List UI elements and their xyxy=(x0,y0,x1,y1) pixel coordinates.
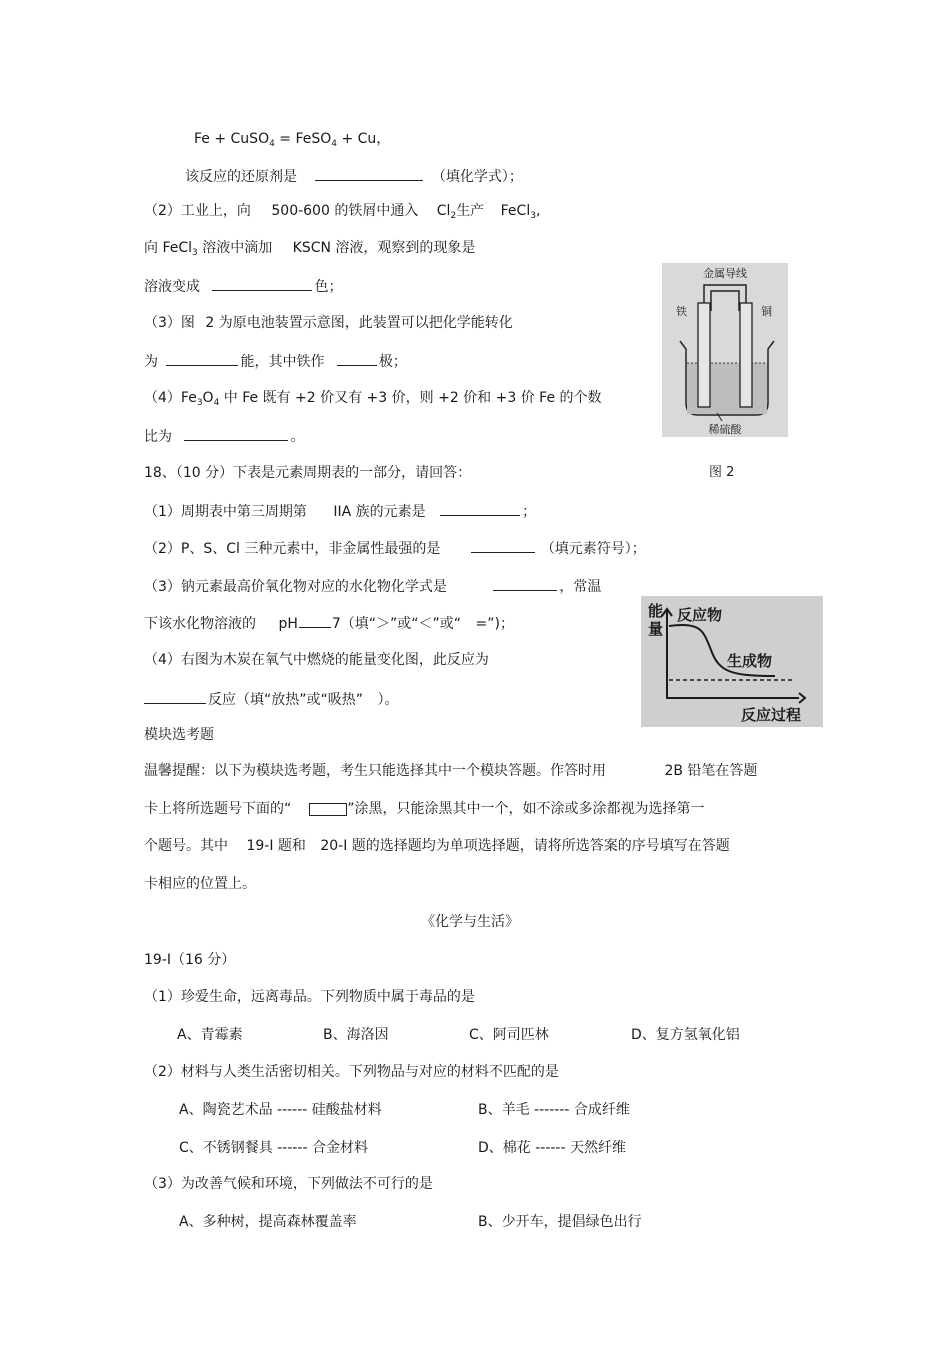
option-a[interactable]: A、陶瓷艺术品 ------ 硅酸盐材料 xyxy=(179,1102,382,1118)
galvanic-cell-diagram xyxy=(662,263,788,437)
q18-title: 18、（10 分）下表是元素周期表的一部分，请回答： xyxy=(144,465,472,481)
question-text: 极； xyxy=(378,354,407,370)
x-arrow xyxy=(799,693,805,703)
module-reminder-line4: 卡相应的位置上。 xyxy=(144,876,256,892)
copper-label: 铜 xyxy=(761,305,772,318)
question-text: （4）Fe xyxy=(144,390,197,406)
answer-blank[interactable] xyxy=(212,276,312,291)
reminder-text: 卡上将所选题号下面的“ xyxy=(144,801,292,817)
formula-sub: 3 xyxy=(530,211,536,221)
question-text: 下该水化物溶液的 xyxy=(144,616,256,632)
option-d[interactable]: D、棉花 ------ 天然纤维 xyxy=(478,1140,626,1156)
q18-part4: （4）右图为木炭在氧气中燃烧的能量变化图，此反应为 xyxy=(144,652,489,668)
q19-title: 19-I（16 分） xyxy=(144,952,236,968)
option-c[interactable]: C、不锈钢餐具 ------ 合金材料 xyxy=(179,1140,368,1156)
q17-3-line1 xyxy=(144,314,513,332)
reminder-text: 温馨提醒：以下为模块选考题，考生只能选择其中一个模块答题。作答时用 xyxy=(144,763,606,779)
figure-caption: 图 2 xyxy=(709,465,735,480)
question-text: 该反应的还原剂是 xyxy=(185,169,297,185)
reminder-text: ”涂黑，只能涂黑其中一个，如不涂或多涂都视为选择第一 xyxy=(347,801,705,817)
question-text: KSCN 溶液，观察到的现象是 xyxy=(292,240,476,256)
option-c[interactable]: C、阿司匹林 xyxy=(469,1027,549,1043)
answer-blank[interactable] xyxy=(166,351,238,366)
question-text: 溶液变成 xyxy=(144,279,200,295)
reactant-label: 反应物 xyxy=(677,606,723,624)
q19-part1: （1）珍爱生命，远离毒品。下列物质中属于毒品的是 xyxy=(144,989,475,1005)
reducing-agent-question xyxy=(185,166,523,186)
energy-axis-label-bottom xyxy=(648,620,663,638)
q18-part4-cont xyxy=(144,689,398,709)
q17-4-line2 xyxy=(144,426,304,446)
question-text: 中 Fe 既有 +2 价又有 +3 价，则 +2 价和 +3 价 Fe 的个数 xyxy=(219,390,602,406)
q18-part3 xyxy=(144,576,601,596)
iron-electrode xyxy=(698,303,710,407)
question-text: （2）P、S、Cl 三种元素中，非金属性最强的是 xyxy=(144,541,441,557)
question-text: 溶液中滴加 xyxy=(197,240,273,256)
galvanic-cell-figure xyxy=(662,263,788,437)
formula-sub: 2 xyxy=(450,211,457,221)
q19-part3: （3）为改善气候和环境，下列做法不可行的是 xyxy=(144,1176,433,1192)
equation-line xyxy=(194,130,390,148)
question-text: 。 xyxy=(290,429,305,445)
reminder-text: 个题号。其中 xyxy=(144,838,228,854)
q17-2-line1 xyxy=(144,202,540,220)
energy-axis-char1: 能 xyxy=(648,602,664,620)
energy-axis-char2: 量 xyxy=(648,620,664,638)
eq-part: = FeSO xyxy=(274,131,332,147)
eq-part: + Cu， xyxy=(337,131,391,147)
wire-label: 金属导线 xyxy=(703,267,747,280)
formula-sub: 3 xyxy=(196,398,203,408)
option-b[interactable]: B、羊毛 ------- 合成纤维 xyxy=(478,1102,630,1118)
question-text: ，常温 xyxy=(559,579,602,595)
answer-blank[interactable] xyxy=(493,576,557,591)
question-text: 生产 xyxy=(456,203,485,219)
question-text: 2 为原电池装置示意图，此装置可以把化学能转化 xyxy=(205,315,513,331)
product-label: 生成物 xyxy=(727,652,773,670)
option-b[interactable]: B、海洛因 xyxy=(323,1027,389,1043)
question-text: , xyxy=(535,203,541,219)
question-text: pH xyxy=(278,616,298,632)
formula: O xyxy=(202,390,214,406)
section-title: 《化学与生活》 xyxy=(421,914,519,930)
question-text: （填元素符号）； xyxy=(540,541,646,557)
answer-blank[interactable] xyxy=(315,166,423,181)
formula: Cl xyxy=(436,203,451,219)
formula-sub: 4 xyxy=(213,398,220,408)
option-d[interactable]: D、复方氢氧化铝 xyxy=(631,1027,740,1043)
pointer-line xyxy=(717,413,722,421)
option-a[interactable]: A、青霉素 xyxy=(177,1027,243,1043)
question-text: （填化学式）； xyxy=(431,169,523,185)
question-text: （2）工业上，向 xyxy=(144,203,251,219)
formula: FeCl xyxy=(500,203,531,219)
reminder-text: 2B 铅笔在答题 xyxy=(664,763,758,779)
module-reminder-line3 xyxy=(144,837,730,855)
option-a[interactable]: A、多种树，提高森林覆盖率 xyxy=(179,1214,357,1230)
x-axis-label: 反应过程 xyxy=(741,706,802,724)
energy-diagram xyxy=(641,596,823,727)
copper-electrode xyxy=(740,303,752,407)
answer-blank[interactable] xyxy=(144,689,206,704)
question-text: 向 FeCl xyxy=(144,240,193,256)
q17-2-line2 xyxy=(144,239,475,257)
question-text: 能，其中铁作 xyxy=(240,354,325,370)
answer-blank[interactable] xyxy=(440,501,520,516)
answer-blank[interactable] xyxy=(184,426,288,441)
eq-sub: 4 xyxy=(331,139,337,149)
q18-part3-cont xyxy=(144,613,514,633)
q17-2-line3 xyxy=(144,276,342,296)
question-text: 反应（填“放热”或“吸热” xyxy=(208,692,364,708)
acid-label: 稀硫酸 xyxy=(708,423,742,436)
q17-4-line1 xyxy=(144,389,602,407)
metal-wire-inner xyxy=(711,291,739,311)
question-text: 为 xyxy=(144,354,158,370)
q17-3-line2 xyxy=(144,351,407,371)
iron-label: 铁 xyxy=(676,305,687,318)
question-text: ； xyxy=(522,504,537,520)
module-reminder-line2 xyxy=(144,800,705,818)
energy-axis-label-top xyxy=(648,602,663,620)
q19-part2: （2）材料与人类生活密切相关。下列物品与对应的材料不匹配的是 xyxy=(144,1064,559,1080)
question-text: IIA 族的元素是 xyxy=(333,504,426,520)
module-title: 模块选考题 xyxy=(144,727,214,743)
answer-blank[interactable] xyxy=(471,538,535,553)
module-reminder-line1 xyxy=(144,762,757,780)
reminder-text: 19-I 题和 xyxy=(246,838,306,854)
question-text: 比为 xyxy=(144,429,172,445)
eq-part: Fe + CuSO xyxy=(194,131,270,147)
question-text: 500-600 的铁屑中通入 xyxy=(271,203,419,219)
question-text: ）。 xyxy=(377,692,399,708)
question-text: （3）钠元素最高价氧化物对应的水化物化学式是 xyxy=(144,579,447,595)
eq-sub: 4 xyxy=(269,139,275,149)
energy-diagram-figure xyxy=(641,596,823,727)
answer-box xyxy=(309,803,347,816)
formula-sub: 3 xyxy=(192,248,198,258)
question-text: 7（填“＞”或“＜”或“ xyxy=(331,616,462,632)
q18-part2 xyxy=(144,538,646,558)
reminder-text: 20-I 题的选择题均为单项选择题，请将所选答案的序号填写在答题 xyxy=(320,838,730,854)
question-text: =”)； xyxy=(475,616,514,632)
answer-blank[interactable] xyxy=(337,351,377,366)
question-text: （3）图 xyxy=(144,315,195,331)
question-text: 色； xyxy=(314,279,343,295)
q18-part1 xyxy=(144,501,536,521)
answer-blank[interactable] xyxy=(299,613,331,628)
option-b[interactable]: B、少开车，提倡绿色出行 xyxy=(478,1214,642,1230)
question-text: （1）周期表中第三周期第 xyxy=(144,504,307,520)
